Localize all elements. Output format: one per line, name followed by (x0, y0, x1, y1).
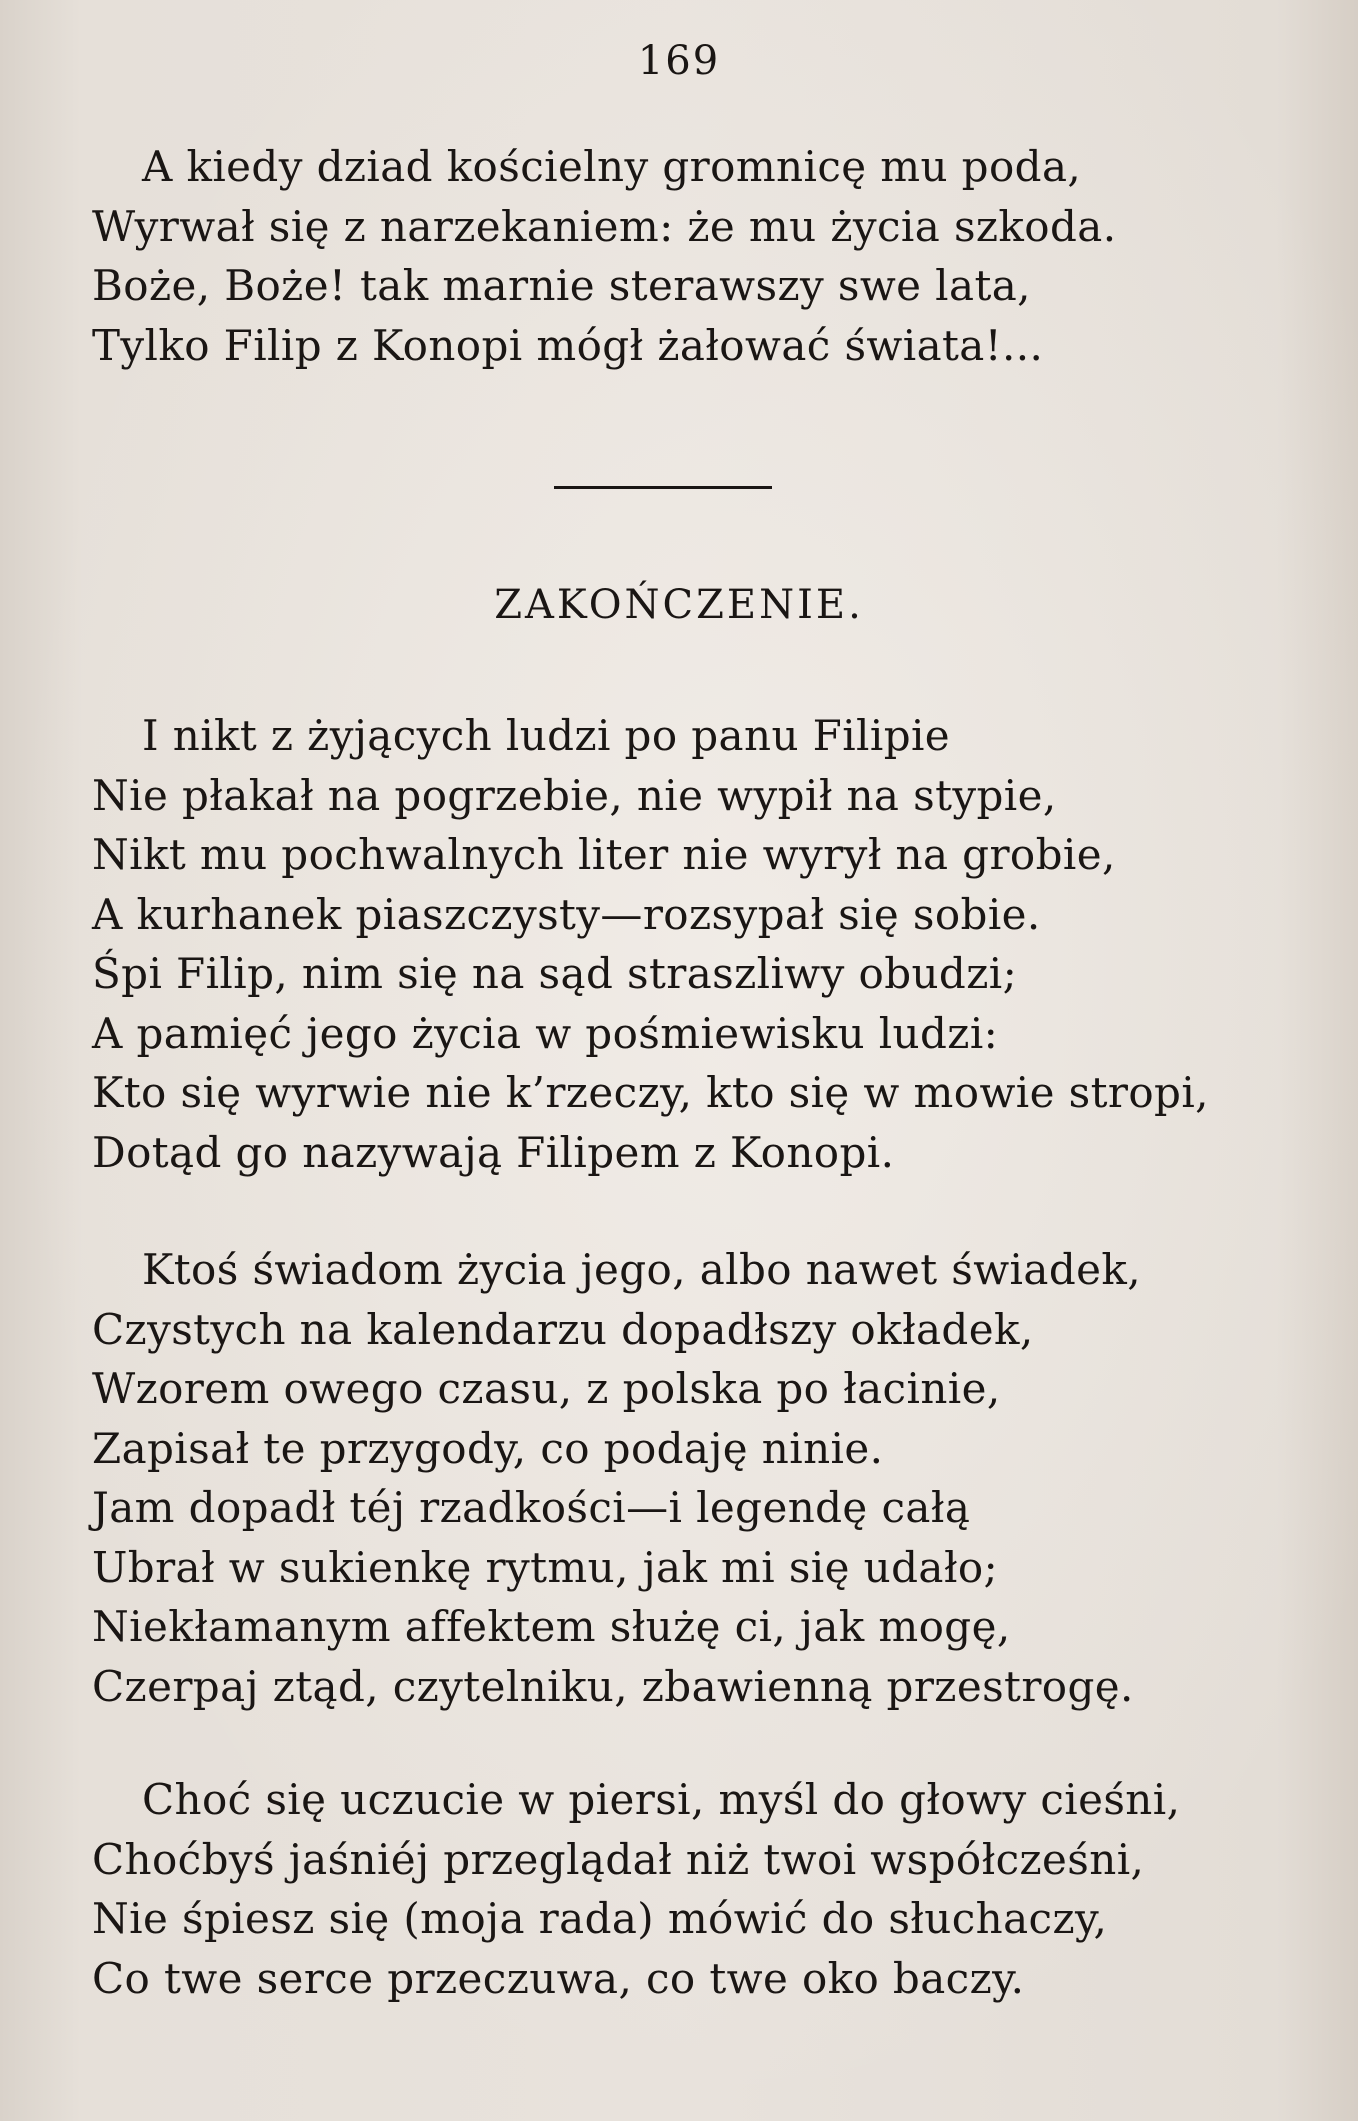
verse-line: Dotąd go nazywają Filipem z Konopi. (92, 1127, 895, 1177)
stanza-4 (92, 1770, 1312, 2008)
verse-line: Choć się uczucie w piersi, myśl do głowy cieśni, (142, 1775, 1181, 1824)
page-number: 169 (637, 38, 721, 84)
stanza-2 (92, 706, 1312, 1182)
verse-line: Tylko Filip z Konopi mógł żałować świata!... (92, 320, 1044, 370)
verse-line: Zapisał te przygody, co podaję ninie. (92, 1423, 884, 1473)
verse-line: Czystych na kalendarzu dopadłszy okładek, (92, 1304, 1034, 1354)
verse-line: Boże, Boże! tak marnie sterawszy swe lata, (92, 261, 1031, 310)
verse-line: Jam dopadł téj rzadkości—i legendę całą (92, 1483, 971, 1532)
stanza-1 (92, 137, 1312, 375)
verse-line: Czerpaj ztąd, czytelniku, zbawienną przestrogę. (92, 1661, 1134, 1711)
verse-line: Wzorem owego czasu, z polska po łacinie, (92, 1364, 1001, 1413)
verse-line: Ktoś świadom życia jego, albo nawet świadek, (142, 1245, 1141, 1294)
verse-line: I nikt z żyjących ludzi po panu Filipie (142, 711, 951, 760)
verse-line: Nikt mu pochwalnych liter nie wyrył na grobie, (92, 830, 1116, 879)
section-heading: ZAKOŃCZENIE. (494, 582, 864, 628)
verse-line: Ubrał w sukienkę rytmu, jak mi się udało; (92, 1542, 999, 1592)
verse-line: Co twe serce przeczuwa, co twe oko baczy. (92, 1953, 1025, 2003)
stanza-3 (92, 1240, 1312, 1716)
section-divider (554, 486, 772, 489)
verse-line: A kiedy dziad kościelny gromnicę mu poda, (142, 142, 1082, 191)
verse-line: Kto się wyrwie nie k’rzeczy, kto się w mowie stropi, (92, 1068, 1209, 1117)
verse-line: Wyrwał się z narzekaniem: że mu życia szkoda. (92, 201, 1117, 251)
verse-line: Choćbyś jaśniéj przeglądał niż twoi współcześni, (92, 1834, 1145, 1884)
verse-line: Śpi Filip, nim się na sąd straszliwy obudzi; (92, 949, 1018, 998)
verse-line: Niekłamanym affektem służę ci, jak mogę, (92, 1602, 1011, 1651)
verse-line: Nie śpiesz się (moja rada) mówić do słuchaczy, (92, 1894, 1108, 1943)
verse-line: A pamięć jego życia w pośmiewisku ludzi: (92, 1008, 999, 1058)
verse-line: A kurhanek piaszczysty—rozsypał się sobie. (92, 889, 1041, 939)
verse-line: Nie płakał na pogrzebie, nie wypił na stypie, (92, 770, 1057, 820)
